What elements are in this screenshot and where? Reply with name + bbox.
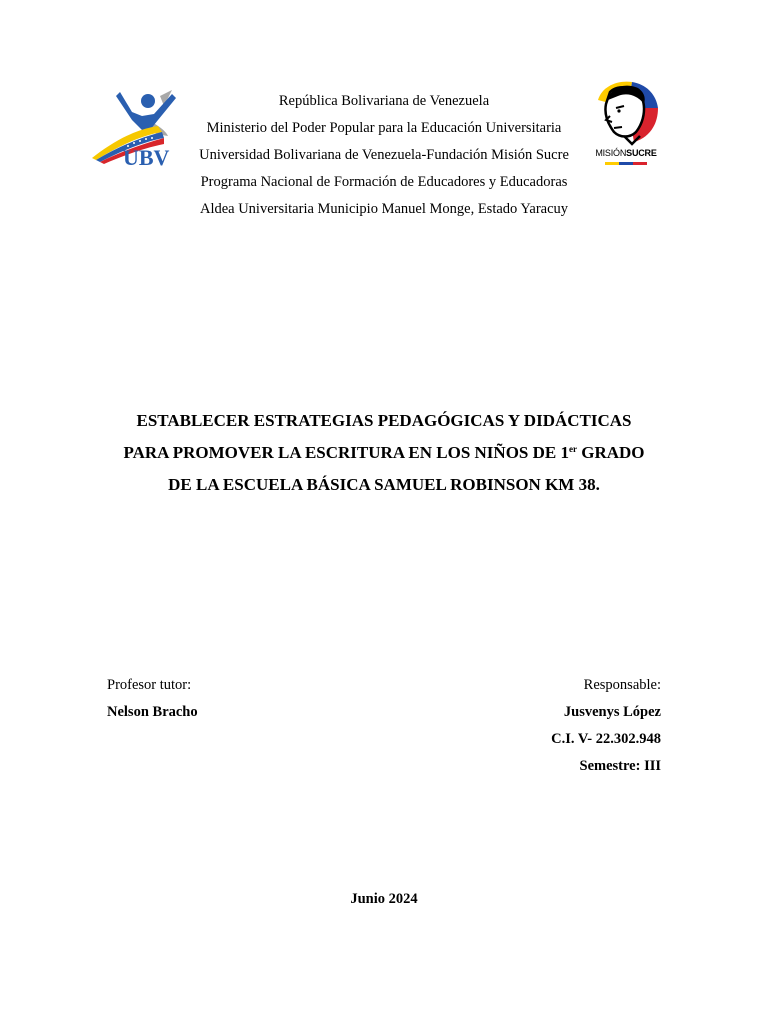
institution-header xyxy=(184,88,584,223)
responsible-name: Jusvenys López xyxy=(563,704,661,720)
title-line-3: DE LA ESCUELA BÁSICA SAMUEL ROBINSON KM 38. xyxy=(168,475,600,494)
responsible-semester: Semestre: III xyxy=(579,758,661,774)
mision-word: MISIÓN xyxy=(595,148,627,158)
responsible-label: Responsable: xyxy=(583,677,661,693)
header-line-country: República Bolivariana de Venezuela xyxy=(278,93,490,109)
ordinal-superscript: er xyxy=(569,444,577,454)
header-line-village: Aldea Universitaria Municipio Manuel Monge, Estado Yaracuy xyxy=(199,201,569,217)
header-line-program: Programa Nacional de Formación de Educadores y Educadoras xyxy=(200,174,568,190)
flag-color-bar xyxy=(605,162,647,165)
document-date: Junio 2024 xyxy=(350,891,418,907)
tutor-label: Profesor tutor: xyxy=(107,677,192,693)
sucre-word: SUCRE xyxy=(626,148,657,158)
tutor-block xyxy=(107,672,357,726)
ubv-emblem-icon xyxy=(88,86,184,168)
bolivar-portrait-icon xyxy=(588,78,664,148)
responsible-id: C.I. V- 22.302.948 xyxy=(551,731,661,747)
title-line-2-grade: GRADO xyxy=(577,443,645,462)
mision-sucre-logo xyxy=(588,78,664,172)
header-line-university: Universidad Bolivariana de Venezuela-Fundación Misión Sucre xyxy=(199,147,569,163)
title-line-2-text: PARA PROMOVER LA ESCRITURA EN LOS NIÑOS DE 1 xyxy=(123,443,569,462)
tutor-name: Nelson Bracho xyxy=(107,704,198,720)
title-line-1: ESTABLECER ESTRATEGIAS PEDAGÓGICAS Y DIDÁCTICAS xyxy=(136,411,632,430)
ubv-logo xyxy=(88,86,184,168)
document-title xyxy=(84,405,684,501)
mision-sucre-wordmark xyxy=(588,148,664,158)
header-line-ministry: Ministerio del Poder Popular para la Educación Universitaria xyxy=(206,120,562,136)
ubv-logo-text: UBV xyxy=(123,145,170,168)
title-line-2 xyxy=(84,437,684,469)
responsible-block xyxy=(411,672,661,780)
